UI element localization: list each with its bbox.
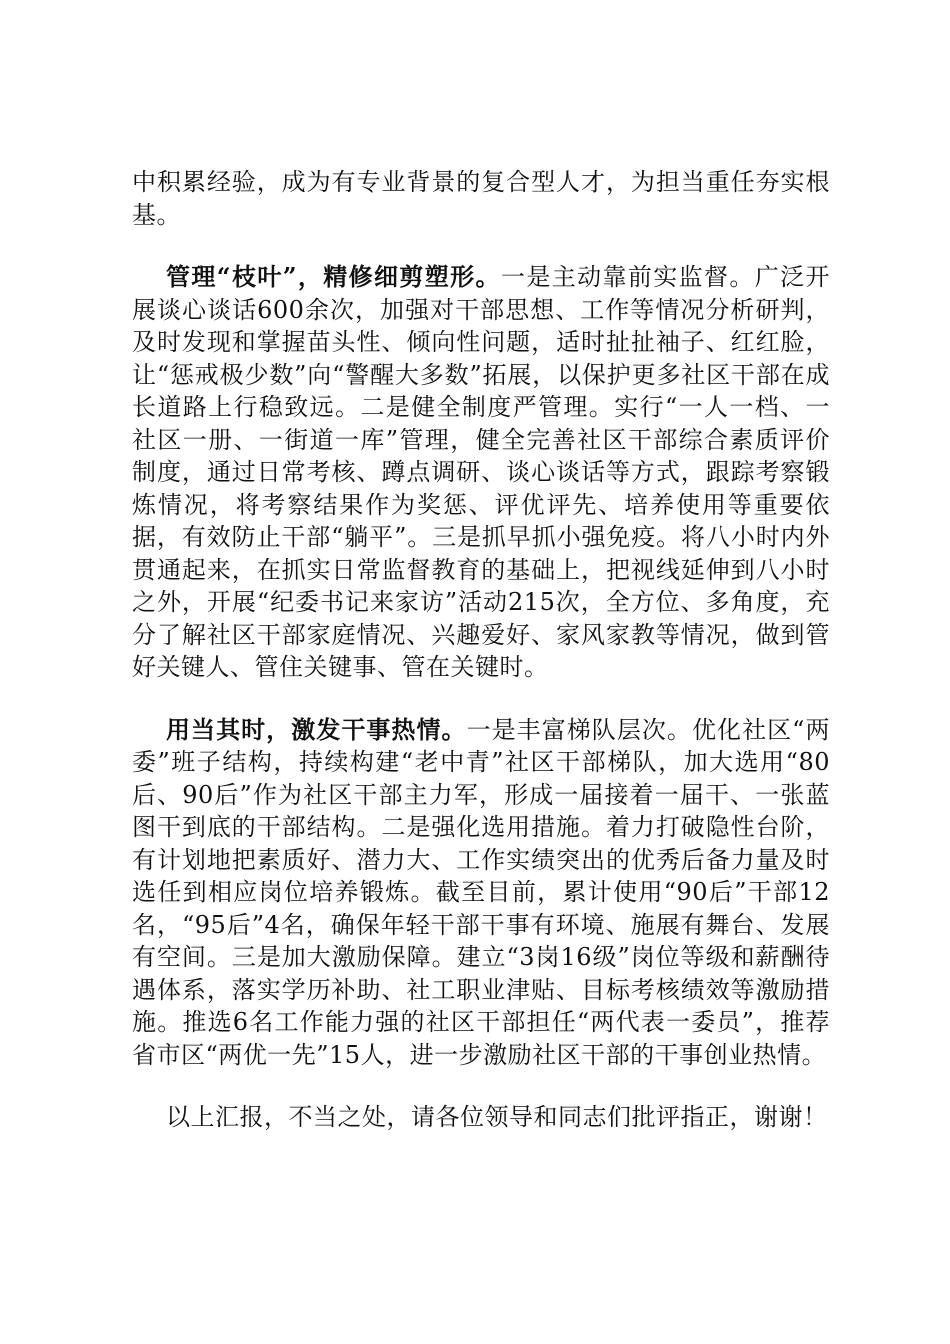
paragraph-heading: 用当其时，激发干事热情。 bbox=[166, 714, 467, 744]
paragraph-text: 一是主动靠前实监督。广泛开展谈心谈话600余次，加强对干部思想、工作等情况分析研判，及时发现和掌握苗头性、倾向性问题，适时扯扯袖子、红红脸，让“惩戒极少数”向“警醒大多数”拓展，以保护更多社区干部在成长道路上行稳致远。二是健全制度严管理。实行“一人一档、一社区一册、一街道一库”管理，健全完善社区干部综合素质评价制度，通过日常考核、蹲点调研、谈心谈话等方式，跟踪考察锻炼情况，将考察结果作为奖惩、评优评先、培养使用等重要依据，有效防止干部“躺平”。三是抓早抓小强免疫。将八小时内外贯通起来，在抓实日常监督教育的基础上，把视线延伸到八小时之外，开展“纪委书记来家访”活动215次，全方位、多角度，充分了解社区干部家庭情况、兴趣爱好、家风家教等情况，做到管好关键人、管住关键事、管在关键时。 bbox=[132, 263, 831, 681]
paragraph-management bbox=[132, 261, 830, 684]
paragraph-heading: 管理“枝叶”，精修细剪塑形。 bbox=[166, 262, 501, 291]
paragraph-text: 以上汇报，不当之处，请各位领导和同志们批评指正，谢谢！ bbox=[166, 1103, 828, 1131]
paragraph-continuation bbox=[132, 166, 830, 231]
paragraph-text: 中积累经验，成为有专业背景的复合型人才，为担当重任夯实根基。 bbox=[132, 168, 830, 229]
paragraph-text: 一是丰富梯队层次。优化社区“两委”班子结构，持续构建“老中青”社区干部梯队，加大选用“80后、90后”作为社区干部主力军，形成一届接着一届干、一张蓝图干到底的干部结构。二是强化选用措施。着力打破隐性台阶，有计划地把素质好、潜力大、工作实绩突出的优秀后备力量及时选任到相应岗位培养锻炼。截至目前，累计使用“90后”干部12名，“95后”4名，确保年轻干部干事有环境、施展有舞台、发展有空间。三是加大激励保障。建立“3岗16级”岗位等级和薪酬待遇体系，落实学历补助、社工职业津贴、目标考核绩效等激励措施。推选6名工作能力强的社区干部担任“两代表一委员”，推荐省市区“两优一先”15人，进一步激励社区干部的干事创业热情。 bbox=[132, 715, 830, 1069]
document-body bbox=[132, 166, 830, 1164]
paragraph-usage bbox=[132, 714, 830, 1072]
paragraph-closing bbox=[132, 1101, 830, 1134]
